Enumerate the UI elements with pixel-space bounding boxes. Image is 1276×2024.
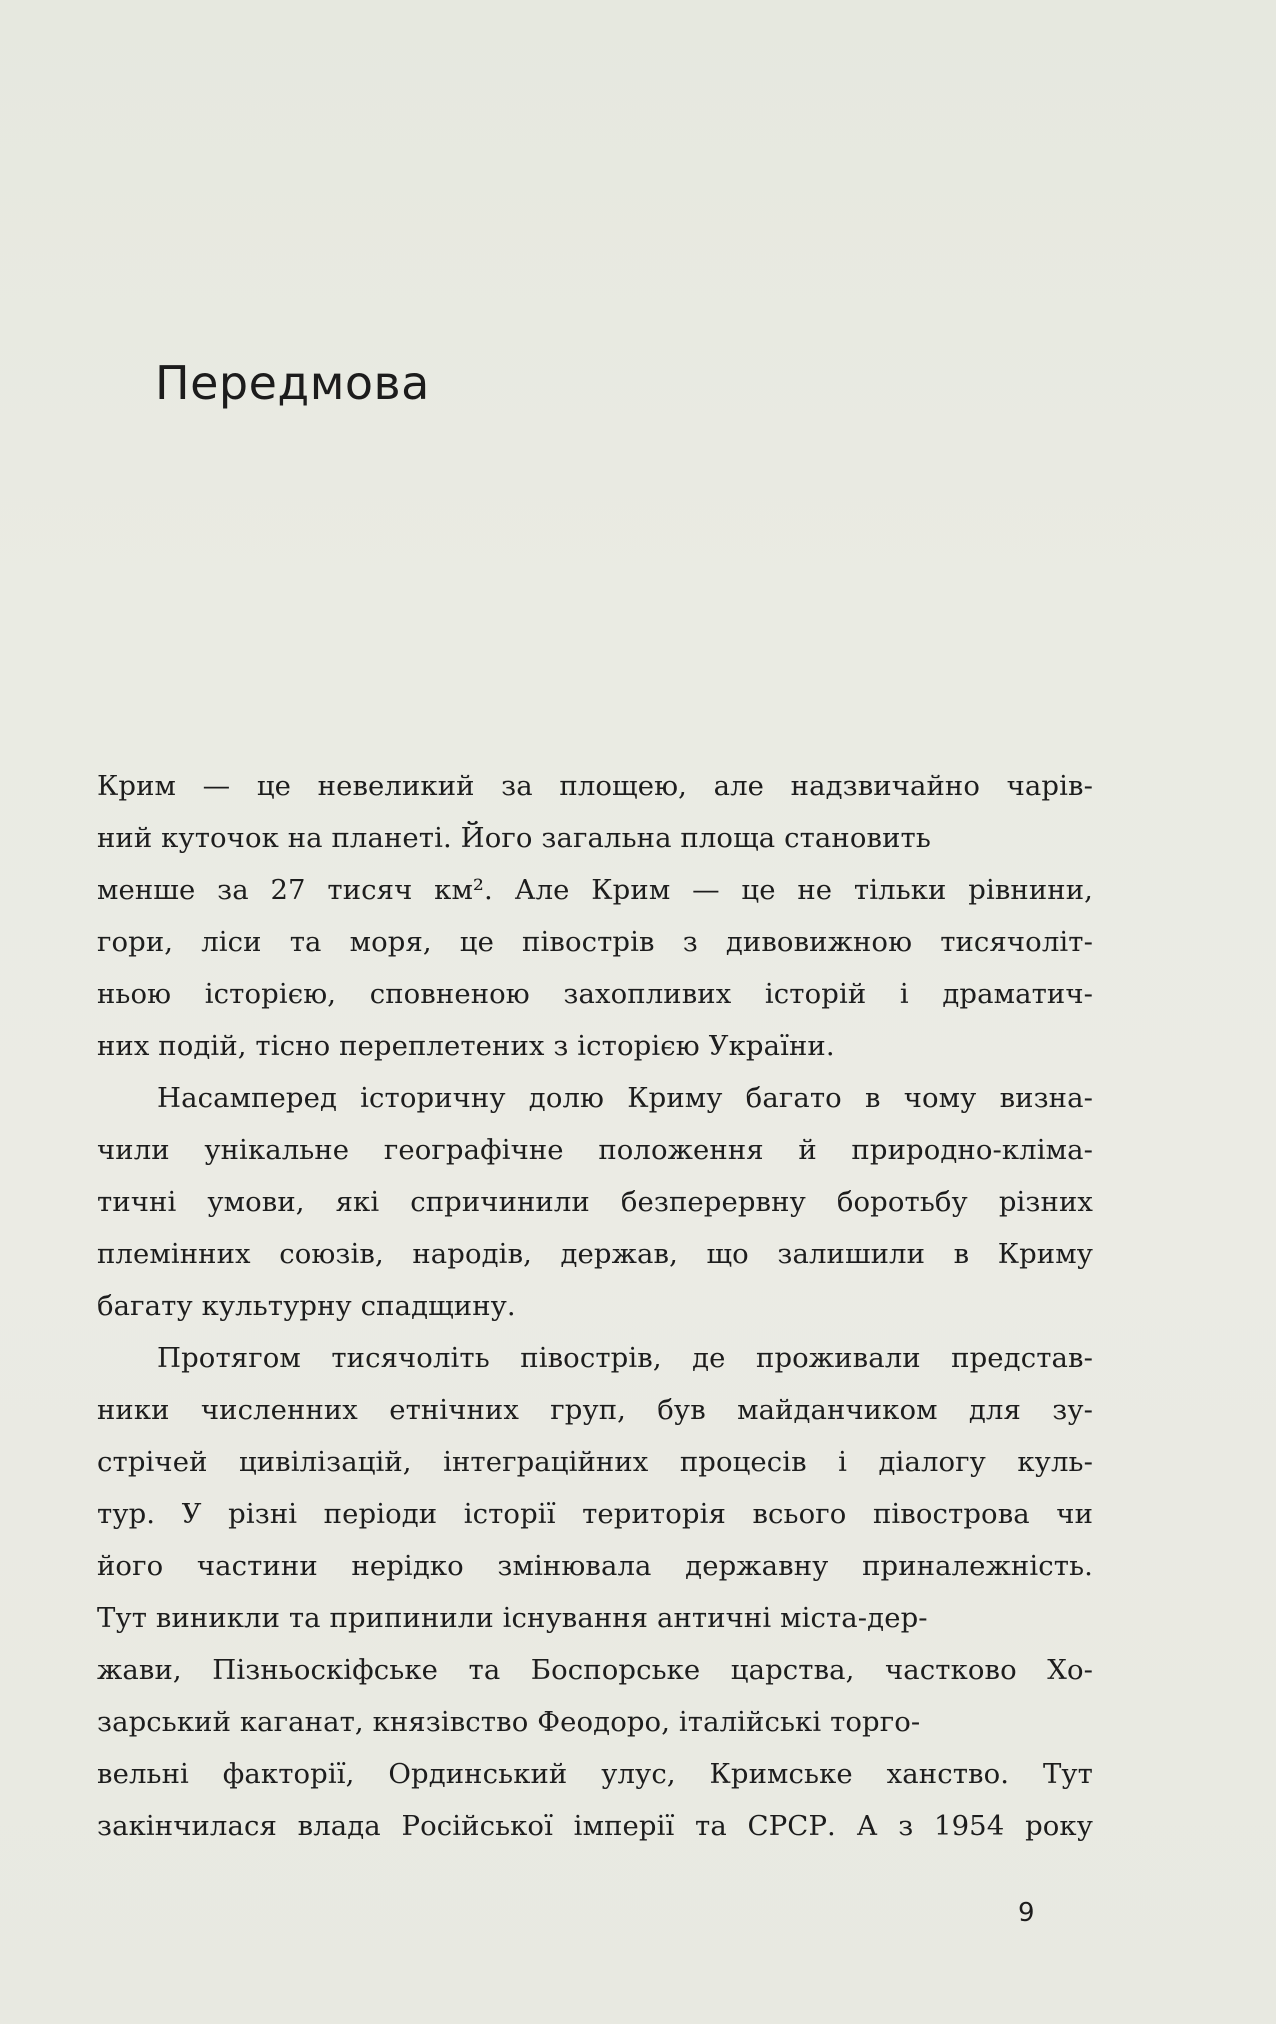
chapter-heading: Передмова <box>155 356 430 410</box>
paragraph-3-line-9: вельні факторії, Ординський улус, Кримське ханство. Тут <box>97 1758 1093 1790</box>
paragraph-1-line-6: них подій, тісно переплетених з історією України. <box>97 1030 835 1062</box>
paragraph-1-line-4: гори, ліси та моря, це півострів з дивовижною тисячоліт- <box>97 926 1093 958</box>
page-number: 9 <box>1018 1898 1035 1928</box>
paragraph-1-line-5: ньою історією, сповненою захопливих історій і драматич- <box>97 978 1093 1010</box>
body-text <box>97 760 1093 1852</box>
paragraph-1-line-3: менше за 27 тисяч км². Але Крим — це не тільки рівнини, <box>97 874 1093 906</box>
paragraph-2-line-3: тичні умови, які спричинили безперервну боротьбу різних <box>97 1186 1093 1218</box>
paragraph-1-line-1: Крим — це невеликий за площею, але надзвичайно чарів- <box>97 770 1093 802</box>
paragraph-1-line-2: ний куточок на планеті. Його загальна площа становить <box>97 822 931 854</box>
paragraph-3-line-4: тур. У різні періоди історії територія всього півострова чи <box>97 1498 1093 1530</box>
paragraph-3-line-3: стрічей цивілізацій, інтеграційних процесів і діалогу куль- <box>97 1446 1093 1478</box>
paragraph-3-line-8: зарський каганат, князівство Феодоро, італійські торго- <box>97 1706 921 1738</box>
paragraph-3-line-7: жави, Пізньоскіфське та Боспорське царства, частково Хо- <box>97 1654 1093 1686</box>
paragraph-3-line-10: закінчилася влада Російської імперії та СРСР. А з 1954 року <box>97 1810 1093 1842</box>
paragraph-2-line-5: багату культурну спадщину. <box>97 1290 516 1322</box>
paragraph-3-line-6: Тут виникли та припинили існування античні міста-дер- <box>97 1602 928 1634</box>
paragraph-2-line-2: чили унікальне географічне положення й природно-кліма- <box>97 1134 1093 1166</box>
paragraph-2-line-4: племінних союзів, народів, держав, що залишили в Криму <box>97 1238 1093 1270</box>
paragraph-3-line-1: Протягом тисячоліть півострів, де проживали представ- <box>157 1342 1093 1374</box>
paragraph-2-line-1: Насамперед історичну долю Криму багато в чому визна- <box>157 1082 1093 1114</box>
paragraph-3-line-5: його частини нерідко змінювала державну приналежність. <box>97 1550 1093 1582</box>
paragraph-3-line-2: ники численних етнічних груп, був майданчиком для зу- <box>97 1394 1093 1426</box>
